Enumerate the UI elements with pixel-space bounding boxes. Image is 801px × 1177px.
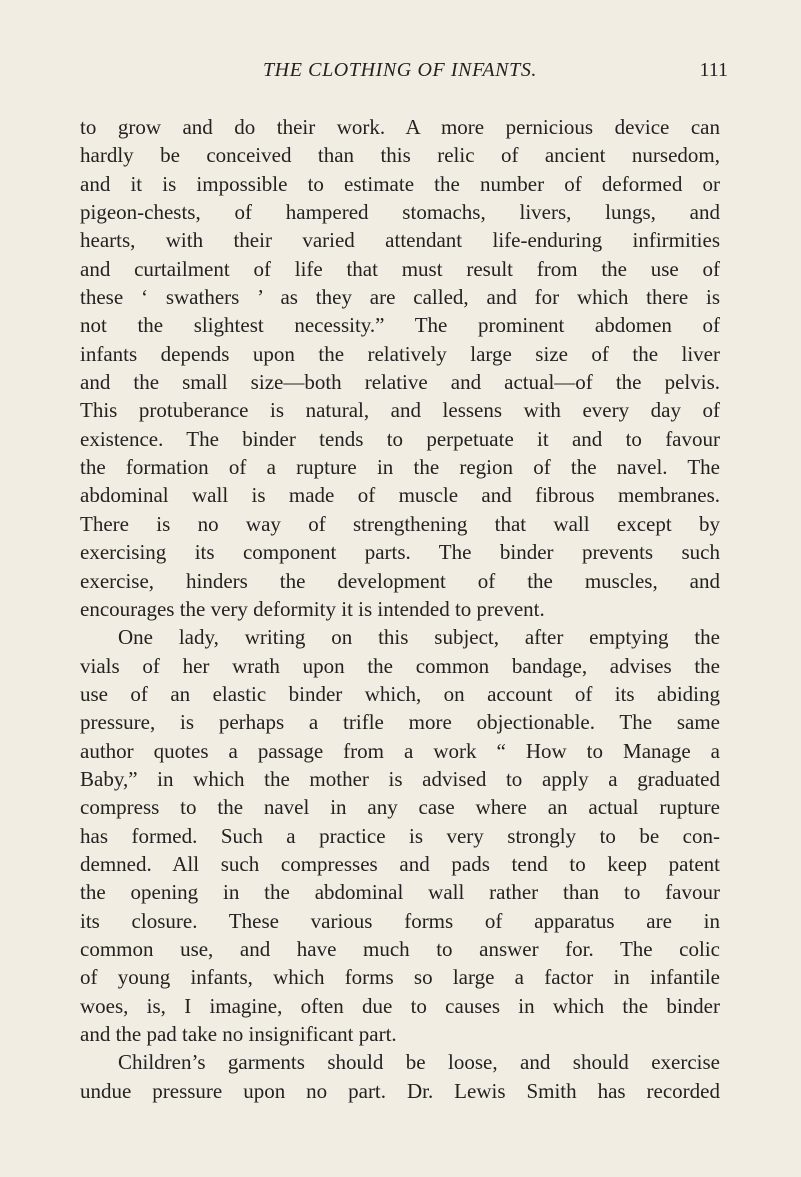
text-line: its closure. These various forms of apparatus are in xyxy=(80,908,720,933)
text-line: existence. The binder tends to perpetuate it and to favour xyxy=(80,426,720,451)
text-line: demned. All such compresses and pads tend to keep patent xyxy=(80,851,720,876)
text-line: encourages the very deformity it is intended to prevent. xyxy=(80,596,545,621)
text-line: use of an elastic binder which, on account of its abiding xyxy=(80,681,720,706)
text-line: This protuberance is natural, and lessens with every day of xyxy=(80,398,720,423)
text-line: has formed. Such a practice is very strongly to be con- xyxy=(80,823,720,848)
text-line: not the slightest necessity.” The prominent abdomen of xyxy=(80,313,720,338)
text-line: vials of her wrath upon the common bandage, advises the xyxy=(80,653,720,678)
text-line: pressure, is perhaps a trifle more objectionable. The same xyxy=(80,710,720,735)
text-line: pigeon-chests, of hampered stomachs, livers, lungs, and xyxy=(80,200,720,225)
paragraph-start-line: One lady, writing on this subject, after emptying the xyxy=(118,625,720,650)
text-line: compress to the navel in any case where an actual rupture xyxy=(80,795,720,820)
text-line: There is no way of strengthening that wall except by xyxy=(80,511,720,536)
text-line: exercising its component parts. The binder prevents such xyxy=(80,540,720,565)
text-line: the formation of a rupture in the region of the navel. The xyxy=(80,455,720,480)
body-text xyxy=(80,113,720,1105)
text-line: to grow and do their work. A more pernicious device can xyxy=(80,115,720,139)
text-line: these ‘ swathers ’ as they are called, and for which there is xyxy=(80,285,720,310)
text-line: woes, is, I imagine, often due to causes in which the binder xyxy=(80,993,720,1018)
text-line: of young infants, which forms so large a factor in infantile xyxy=(80,965,720,990)
text-line: hearts, with their varied attendant life-enduring infirmities xyxy=(80,228,720,253)
paragraph-start-line: Children’s garments should be loose, and should exercise xyxy=(118,1050,720,1075)
text-line: abdominal wall is made of muscle and fibrous membranes. xyxy=(80,483,720,508)
running-title: THE CLOTHING OF INFANTS. xyxy=(262,59,538,81)
running-head xyxy=(80,59,728,89)
text-line: the opening in the abdominal wall rather than to favour xyxy=(80,880,720,905)
text-line: Baby,” in which the mother is advised to apply a graduated xyxy=(80,766,720,791)
text-line: common use, and have much to answer for. The colic xyxy=(80,936,720,961)
text-line: author quotes a passage from a work “ How to Manage a xyxy=(80,738,720,763)
text-line: and the pad take no insignificant part. xyxy=(80,1022,397,1046)
text-line: and the small size—both relative and actual—of the pelvis. xyxy=(80,370,720,395)
text-line: infants depends upon the relatively large size of the liver xyxy=(80,341,720,366)
text-line: exercise, hinders the development of the muscles, and xyxy=(80,568,720,593)
text-line: and curtailment of life that must result from the use of xyxy=(80,256,720,281)
text-line: and it is impossible to estimate the number of deformed or xyxy=(80,171,720,196)
page-number: 111 xyxy=(699,59,728,81)
text-line: hardly be conceived than this relic of ancient nursedom, xyxy=(80,143,720,168)
text-line: undue pressure upon no part. Dr. Lewis Smith has recorded xyxy=(80,1078,720,1103)
